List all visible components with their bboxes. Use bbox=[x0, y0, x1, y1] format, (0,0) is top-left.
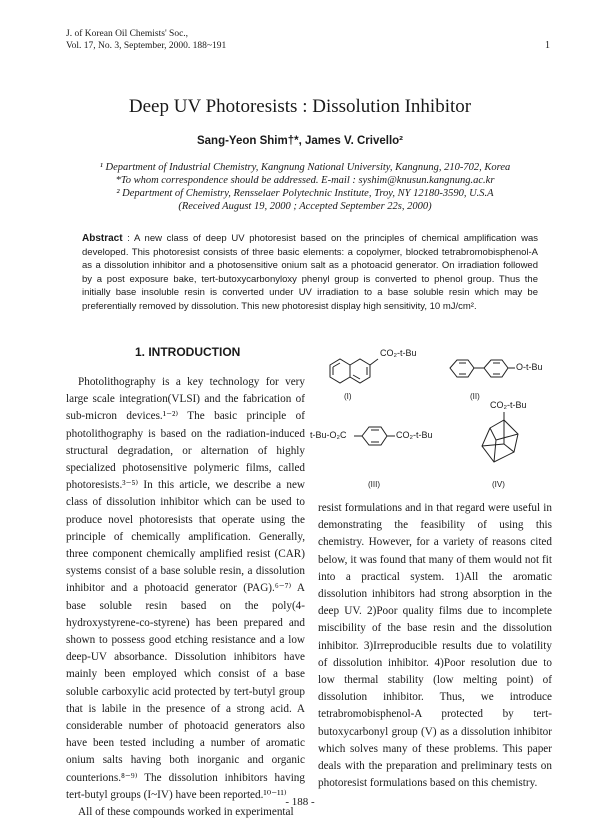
journal-header bbox=[66, 28, 226, 52]
abstract-text: : A new class of deep UV photoresist based on the principles of chemical amplification was developed. This photoresist consists of three basic elements: a copolymer, blocked tetrabromobisphenol-A as a dissolution inhibitor and a photosensitive onium salt as a photoacid generator. On irradiation followed by a post exposure bake, tert-butoxycarbonyloxy phenyl group is converted to phenol group. Thus the initially base insoluble resin is converted under UV irradiation to a base soluble resin which may be preferentially removed by dissolution. This new photoresist display high sensitivity, 10 mJ/cm². bbox=[82, 233, 538, 312]
intro-paragraph-2: All of these compounds worked in experimental bbox=[78, 806, 294, 819]
structure-i-label: (I) bbox=[344, 392, 352, 401]
structure-iv-label: (IV) bbox=[492, 480, 505, 489]
chemical-structures bbox=[310, 340, 560, 500]
section-heading: 1. INTRODUCTION bbox=[135, 345, 241, 359]
structure-iii-left: t-Bu-O₂C bbox=[310, 430, 347, 440]
abstract bbox=[82, 232, 538, 314]
affiliations bbox=[60, 161, 550, 213]
affiliation-line4: (Received August 19, 2000 ; Accepted September 22s, 2000) bbox=[178, 201, 432, 212]
page-footer: - 188 - bbox=[285, 796, 315, 808]
abstract-label: Abstract bbox=[82, 233, 123, 244]
affiliation-line3: ² Department of Chemistry, Rensselaer Polytechnic Institute, Troy, NY 12180-3590, U.S.A bbox=[116, 188, 494, 199]
journal-line1: J. of Korean Oil Chemists' Soc., bbox=[66, 29, 189, 39]
structure-ii-group: O-t-Bu bbox=[516, 362, 543, 372]
journal-line2: Vol. 17, No. 3, September, 2000. 188~191 bbox=[66, 41, 227, 51]
structure-iii-right: CO₂-t-Bu bbox=[396, 430, 433, 440]
structure-iv-group: CO₂-t-Bu bbox=[490, 400, 527, 410]
left-column bbox=[66, 374, 305, 821]
affiliation-line1: ¹ Department of Industrial Chemistry, Kangnung National University, Kangnung, 210-702, Korea bbox=[99, 162, 511, 173]
structure-i-group: CO₂-t-Bu bbox=[380, 348, 417, 358]
authors: Sang-Yeon Shim†*, James V. Crivello² bbox=[196, 135, 404, 147]
structure-iii-label: (III) bbox=[368, 480, 380, 489]
structure-ii-label: (II) bbox=[470, 392, 480, 401]
page-number: 1 bbox=[545, 40, 550, 51]
right-column-text: resist formulations and in that regard were useful in demonstrating the feasibility of using this chemistry. However, for a variety of reasons cited below, it was found that many of them would not fit into a practical system. 1)All the aromatic dissolution inhibitors had strong absorption in the deep UV. 2)Poor quality films due to incomplete miscibility of the base resin and the dissolution inhibitor. 3)Irreproducible results due to volatility of dissolution inhibitor. 4)Poor resolution due to low thermal stability (low melting point) of dissolution inhibitor. Thus, we introduce tetrabromobisphenol-A protected by tert-butoxycarbonyl group (V) as a dissolution inhibitor which solves many of these problems. This paper deals with the preparation and preliminary tests on photoresist formulations based on this chemistry. bbox=[318, 502, 552, 790]
affiliation-line2: *To whom correspondence should be addressed. E-mail : syshim@knusun.kangnung.ac.kr bbox=[115, 175, 495, 186]
paper-title: Deep UV Photoresists : Dissolution Inhibitor bbox=[128, 96, 472, 117]
right-column bbox=[318, 500, 552, 792]
intro-paragraph-1: Photolithography is a key technology for very large scale integration(VLSI) and the fabrication of sub-micron devices.¹⁻²⁾ The basic principle of photolithography is based on the radiation-induced structural degradation, or alternation of highly specialized photosensitive polymeric films, called photoresists.³⁻⁵⁾ In this article, we describe a new class of dissolution inhibitor which can be used to produce novel photoresists that operate using the principle of chemically amplification. Generally, three component chemically amplified resist (CAR) systems consist of a base soluble resin, a dissolution inhibitor and a photoacid generator (PAG).⁶⁻⁷⁾ A base soluble resin based on the poly(4-hydroxystyrene-co-styrene) has been prepared and shown to possess good etching resistance and a low deep-UV absorbance. Dissolution inhibitors have mainly been employed which consist of a base soluble carboxylic acid protected by tert-butyl group that is labile in the presence of a strong acid. A considerable number of photoacid generators also have been tested including a number of aromatic onium salts having both inorganic and organic counterions.⁸⁻⁹⁾ The dissolution inhibitors having tert-butyl groups (I~IV) have been reported.¹⁰⁻¹¹⁾ bbox=[66, 376, 305, 801]
